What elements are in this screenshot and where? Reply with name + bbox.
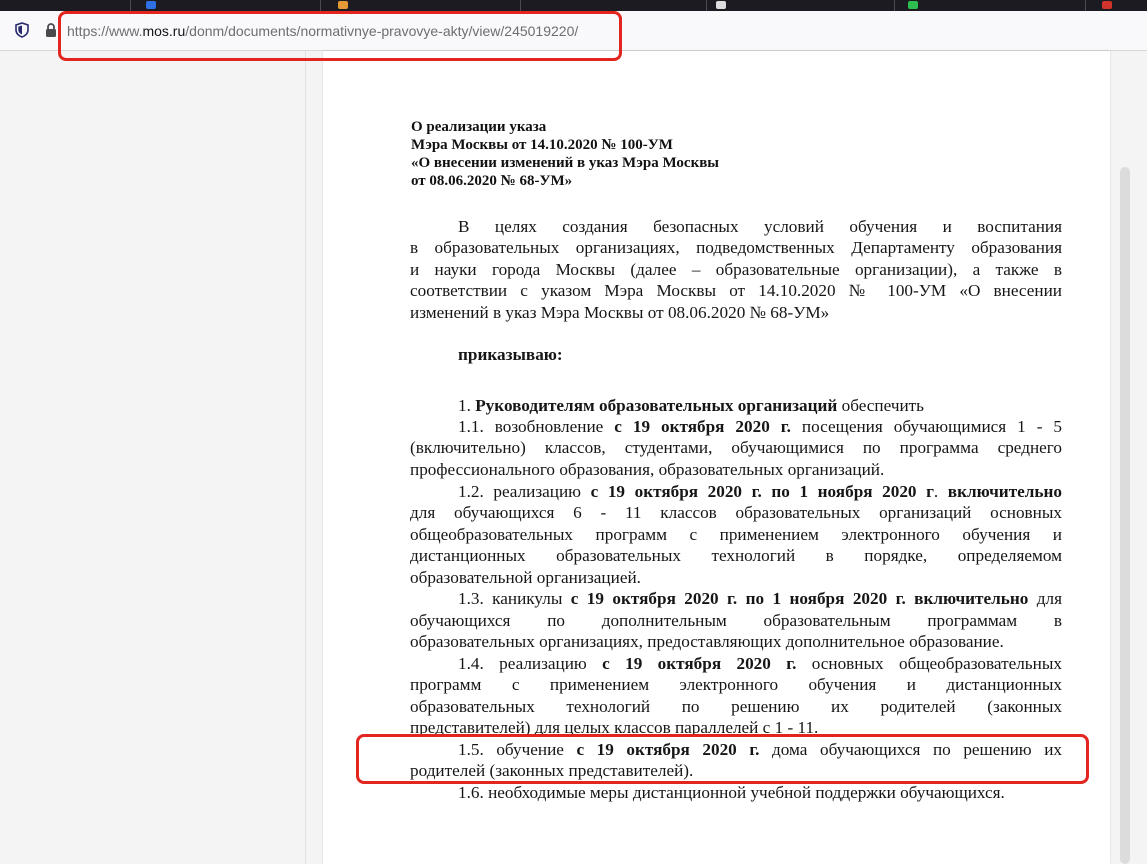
url-highlight-box — [58, 11, 622, 61]
item-text: 1.2. реализацию — [458, 482, 591, 501]
item-1-2-line: образовательной организацией. — [410, 568, 641, 587]
item-text: 1.1. возобновление — [458, 417, 615, 436]
preamble-line: изменений в указ Мэра Москвы от 08.06.2020 № 68-УМ» — [410, 303, 830, 322]
tab-favicon-icon[interactable] — [716, 1, 726, 9]
scrollbar-thumb[interactable] — [1120, 167, 1130, 864]
tracking-protection-shield-icon[interactable] — [14, 22, 30, 38]
order-word: приказываю: — [458, 345, 563, 364]
item-text: дома обучающихся по решению их — [759, 740, 1062, 759]
tab-separator — [894, 0, 895, 11]
item-1-2-line: дистанционных образовательных технологий в порядке, определяемом — [410, 546, 1062, 565]
item-1-1-line: профессионального образования, образовательных организаций. — [410, 460, 885, 479]
preamble-line: в образовательных организациях, подведомственных Департаменту образования — [410, 238, 1062, 257]
item-1-2-line — [458, 481, 1062, 503]
tab-favicon-icon[interactable] — [146, 1, 156, 9]
item-1-1-line — [458, 416, 1062, 438]
item-1-4-line — [458, 653, 1062, 675]
item-text: обеспечить — [837, 396, 925, 415]
tab-favicon-icon[interactable] — [1102, 1, 1112, 9]
item-text: 1.4. реализацию — [458, 654, 603, 673]
item-bold-text: включительно — [947, 482, 1062, 501]
item-text: 1.3. каникулы — [458, 589, 571, 608]
item-text: основных общеобразовательных — [796, 654, 1062, 673]
preamble-line: и науки города Москвы (далее – образовательные организации), а также в — [410, 260, 1062, 279]
item-bold-text: Руководителям образовательных организаций — [475, 396, 838, 415]
item-1-5-line: родителей (законных представителей). — [410, 761, 694, 780]
url-host: mos.ru — [142, 23, 186, 39]
item-1-1-line: (включительно) классов, студентами, обучающимися по программа среднего — [410, 438, 1062, 457]
item-1-2-line: для обучающихся 6 - 11 классов образовательных организаций основных — [410, 503, 1062, 522]
item-text: для — [1028, 589, 1063, 608]
item-text: . — [933, 482, 948, 501]
item-1-line — [458, 395, 1062, 417]
preamble-line: соответствии с указом Мэра Москвы от 14.10.2020 № 100-УМ «О внесении — [410, 281, 1062, 300]
url-prefix: https://www. — [67, 23, 143, 39]
heading-line: Мэра Москвы от 14.10.2020 № 100-УМ — [411, 137, 673, 153]
item-1-2-line: общеобразовательных программ с применением электронного обучения и — [410, 525, 1062, 544]
item-1-4-line: представителей) для целых классов параллелей с 1 - 11. — [410, 718, 819, 737]
item-text: 1. — [458, 396, 476, 415]
item-text: посещения обучающимися 1 - 5 — [790, 417, 1062, 436]
item-text: 1.5. обучение — [458, 740, 577, 759]
item-1-4-line: программ с применением электронного обучения и дистанционных — [410, 675, 1062, 694]
item-bold-text: с 19 октября 2020 г. — [576, 740, 760, 759]
item-1-5-highlight-box — [356, 734, 1089, 784]
tab-separator — [520, 0, 521, 11]
item-1-3-line: образовательных организациях, предоставляющих дополнительное образование. — [410, 632, 1004, 651]
item-bold-text: с 19 октября 2020 г. — [614, 417, 791, 436]
tab-separator — [1085, 0, 1086, 11]
document-heading — [411, 118, 719, 190]
item-1-3-line: обучающихся по дополнительным образовательным программам в — [410, 611, 1062, 630]
preamble-line: В целях создания безопасных условий обучения и воспитания — [458, 217, 1062, 236]
heading-line: О реализации указа — [411, 119, 547, 135]
tab-separator — [130, 0, 131, 11]
tab-separator — [320, 0, 321, 11]
item-bold-text: с 19 октября 2020 г. — [602, 654, 797, 673]
tab-favicon-icon[interactable] — [338, 1, 348, 9]
heading-line: от 08.06.2020 № 68-УМ» — [411, 173, 573, 189]
url-path: /donm/documents/normativnye-pravovye-akty/view/245019220/ — [185, 23, 579, 39]
item-1-3-line — [458, 588, 1062, 610]
item-1-4-line: образовательных технологий по решению их родителей (законных — [410, 697, 1062, 716]
tab-separator — [706, 0, 707, 11]
item-bold-text: с 19 октября 2020 г. по 1 ноября 2020 г — [590, 482, 934, 501]
tab-favicon-icon[interactable] — [908, 1, 918, 9]
viewer-left-gutter — [0, 51, 306, 864]
browser-tab-strip[interactable] — [0, 0, 1147, 11]
item-bold-text: с 19 октября 2020 г. по 1 ноября 2020 г. включительно — [570, 589, 1029, 608]
item-1-6-line: 1.6. необходимые меры дистанционной учебной поддержки обучающихся. — [458, 783, 1005, 802]
heading-line: «О внесении изменений в указ Мэра Москвы — [411, 155, 720, 171]
lock-icon[interactable] — [43, 22, 59, 38]
